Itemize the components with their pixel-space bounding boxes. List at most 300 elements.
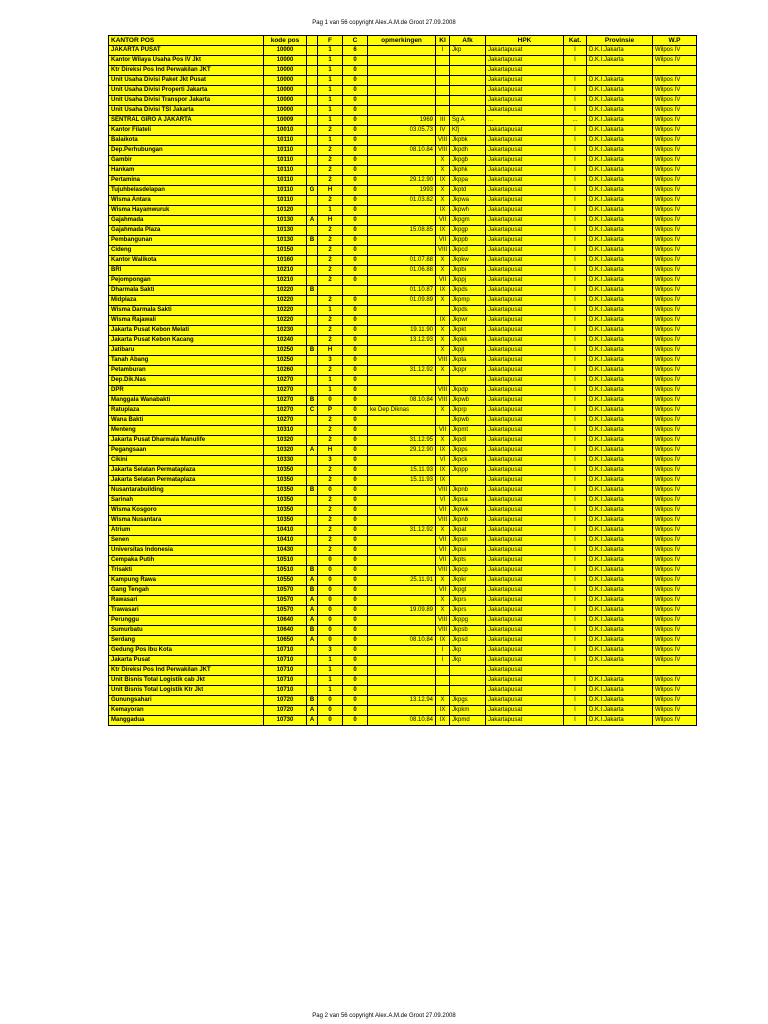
cell-group: B	[307, 396, 318, 406]
cell-provinsie: D.K.I.Jakarta	[587, 606, 653, 616]
cell-kantor-pos: Hankam	[109, 166, 264, 176]
cell-f: H	[318, 216, 343, 226]
cell-kl	[436, 76, 450, 86]
cell-provinsie: D.K.I.Jakarta	[587, 566, 653, 576]
cell-opmerkingen	[368, 496, 436, 506]
cell-kantor-pos: Jakarta Pusat Kebon Melati	[109, 326, 264, 336]
cell-afk: Jkppj	[450, 276, 486, 286]
cell-wp: Wilpos IV	[653, 616, 697, 626]
cell-c: 0	[343, 576, 368, 586]
cell-kode-pos: 10110	[264, 186, 307, 196]
cell-opmerkingen: 25.11.91	[368, 576, 436, 586]
cell-kat: I	[564, 576, 587, 586]
cell-provinsie: D.K.I.Jakarta	[587, 556, 653, 566]
cell-kat: I	[564, 486, 587, 496]
cell-afk: Jkpts	[450, 556, 486, 566]
cell-kl: IX	[436, 706, 450, 716]
cell-opmerkingen: 13.12.93	[368, 336, 436, 346]
cell-kantor-pos: Universitas Indonesia	[109, 546, 264, 556]
cell-kantor-pos: Jakarta Selatan Permataplaza	[109, 466, 264, 476]
col-header-opmerkingen: opmerkingen	[368, 36, 436, 46]
cell-opmerkingen: 01.07.88	[368, 256, 436, 266]
cell-kat: I	[564, 46, 587, 56]
cell-kat: I	[564, 526, 587, 536]
cell-kl: I	[436, 656, 450, 666]
cell-kantor-pos: Unit Usaha Divisi Paket Jkt Pusat	[109, 76, 264, 86]
table-row	[109, 246, 697, 256]
cell-opmerkingen: 1993	[368, 186, 436, 196]
cell-c: 0	[343, 196, 368, 206]
cell-kl: VIII	[436, 626, 450, 636]
cell-wp: Wilpos IV	[653, 436, 697, 446]
cell-kl: VII	[436, 216, 450, 226]
cell-kl	[436, 106, 450, 116]
cell-opmerkingen: 29.12.90	[368, 176, 436, 186]
col-header-f: F	[318, 36, 343, 46]
cell-kode-pos: 10000	[264, 66, 307, 76]
cell-hpk: Jakartapusat	[486, 286, 564, 296]
cell-kantor-pos: Wisma Darmala Sakti	[109, 306, 264, 316]
cell-kode-pos: 10430	[264, 546, 307, 556]
table-row	[109, 286, 697, 296]
cell-c: 0	[343, 356, 368, 366]
table-row	[109, 146, 697, 156]
cell-afk: Jkpwk	[450, 506, 486, 516]
cell-kat: I	[564, 226, 587, 236]
cell-afk: Jkppa	[450, 176, 486, 186]
cell-afk: Jkpmt	[450, 426, 486, 436]
cell-kantor-pos: Wisma Hayamwuruk	[109, 206, 264, 216]
col-header-afk: Afk	[450, 36, 486, 46]
cell-c: 0	[343, 276, 368, 286]
cell-kantor-pos: Ktr Direksi Pos Ind Perwakilan JKT	[109, 66, 264, 76]
cell-kantor-pos: Jakarta Pusat	[109, 656, 264, 666]
cell-c: 0	[343, 106, 368, 116]
cell-hpk: Jakartapusat	[486, 76, 564, 86]
cell-provinsie: D.K.I.Jakarta	[587, 536, 653, 546]
cell-c: 0	[343, 446, 368, 456]
cell-wp	[653, 66, 697, 76]
cell-hpk: Jakartapusat	[486, 106, 564, 116]
cell-kantor-pos: Rawasari	[109, 596, 264, 606]
cell-kl: IX	[436, 446, 450, 456]
cell-afk: Jkpmd	[450, 716, 486, 726]
cell-kl: IX	[436, 176, 450, 186]
cell-wp: Wilpos IV	[653, 636, 697, 646]
cell-kode-pos: 10000	[264, 46, 307, 56]
cell-f: 1	[318, 386, 343, 396]
cell-kat: I	[564, 216, 587, 226]
cell-kl: X	[436, 296, 450, 306]
cell-f: 1	[318, 686, 343, 696]
cell-provinsie: D.K.I.Jakarta	[587, 486, 653, 496]
cell-provinsie: D.K.I.Jakarta	[587, 616, 653, 626]
cell-hpk: Jakartapusat	[486, 366, 564, 376]
cell-kat: I	[564, 376, 587, 386]
cell-wp: Wilpos IV	[653, 106, 697, 116]
table-row	[109, 626, 697, 636]
cell-c: 0	[343, 336, 368, 346]
cell-kat: I	[564, 476, 587, 486]
cell-hpk: Jakartapusat	[486, 96, 564, 106]
cell-hpk: Jakartapusat	[486, 396, 564, 406]
cell-kode-pos: 10110	[264, 166, 307, 176]
cell-kantor-pos: Pertamina	[109, 176, 264, 186]
cell-f: P	[318, 406, 343, 416]
cell-kl	[436, 416, 450, 426]
cell-kl	[436, 666, 450, 676]
cell-wp: Wilpos IV	[653, 646, 697, 656]
cell-f: 3	[318, 356, 343, 366]
cell-group	[307, 466, 318, 476]
cell-hpk: Jakartapusat	[486, 716, 564, 726]
cell-c: 0	[343, 426, 368, 436]
cell-afk: Jkpgb	[450, 156, 486, 166]
cell-kode-pos: 10350	[264, 486, 307, 496]
cell-kantor-pos: Jakarta Selatan Permataplaza	[109, 476, 264, 486]
cell-c	[343, 286, 368, 296]
cell-kat: I	[564, 236, 587, 246]
cell-c: 0	[343, 66, 368, 76]
cell-kat: I	[564, 86, 587, 96]
cell-group	[307, 546, 318, 556]
cell-kantor-pos: Trawasari	[109, 606, 264, 616]
cell-kl: VII	[436, 506, 450, 516]
cell-kantor-pos: Unit Usaha Divisi TSI Jakarta	[109, 106, 264, 116]
cell-kode-pos: 10000	[264, 56, 307, 66]
cell-wp: Wilpos IV	[653, 336, 697, 346]
cell-group	[307, 686, 318, 696]
cell-afk	[450, 76, 486, 86]
cell-f: 1	[318, 656, 343, 666]
table-row	[109, 216, 697, 226]
cell-kat: I	[564, 546, 587, 556]
table-row	[109, 496, 697, 506]
cell-f: 3	[318, 646, 343, 656]
cell-hpk: Jakartapusat	[486, 576, 564, 586]
cell-wp: Wilpos IV	[653, 216, 697, 226]
cell-kat: I	[564, 276, 587, 286]
cell-afk: Jkpat	[450, 526, 486, 536]
cell-provinsie: D.K.I.Jakarta	[587, 226, 653, 236]
cell-kode-pos: 10320	[264, 436, 307, 446]
cell-provinsie: D.K.I.Jakarta	[587, 506, 653, 516]
table-row	[109, 346, 697, 356]
cell-group	[307, 66, 318, 76]
cell-opmerkingen	[368, 456, 436, 466]
cell-f: 0	[318, 576, 343, 586]
cell-hpk: Jakartapusat	[486, 66, 564, 76]
cell-provinsie: D.K.I.Jakarta	[587, 516, 653, 526]
cell-kantor-pos: Wisma Kosgoro	[109, 506, 264, 516]
cell-c: 0	[343, 76, 368, 86]
cell-opmerkingen: 08.10.84	[368, 146, 436, 156]
cell-c: 0	[343, 586, 368, 596]
cell-c: 0	[343, 316, 368, 326]
cell-hpk: Jakartapusat	[486, 446, 564, 456]
cell-c: 0	[343, 266, 368, 276]
cell-c: 0	[343, 526, 368, 536]
cell-kode-pos: 10570	[264, 596, 307, 606]
table-row	[109, 296, 697, 306]
cell-group: B	[307, 286, 318, 296]
cell-hpk: Jakartapusat	[486, 636, 564, 646]
cell-f: 2	[318, 466, 343, 476]
cell-hpk: Jakartapusat	[486, 616, 564, 626]
cell-c: 0	[343, 236, 368, 246]
cell-kode-pos: 10270	[264, 386, 307, 396]
cell-c: 0	[343, 606, 368, 616]
cell-provinsie: D.K.I.Jakarta	[587, 136, 653, 146]
cell-kantor-pos: Gedung Pos Ibu Kota	[109, 646, 264, 656]
cell-provinsie: D.K.I.Jakarta	[587, 416, 653, 426]
cell-kantor-pos: Kantor Filateli	[109, 126, 264, 136]
cell-kat: I	[564, 636, 587, 646]
cell-wp: Wilpos IV	[653, 586, 697, 596]
cell-wp: Wilpos IV	[653, 46, 697, 56]
cell-afk: Jkpbk	[450, 136, 486, 146]
cell-f: 0	[318, 616, 343, 626]
cell-kl: X	[436, 266, 450, 276]
cell-group: A	[307, 636, 318, 646]
cell-afk: Jkpdh	[450, 146, 486, 156]
cell-c: 0	[343, 376, 368, 386]
cell-group	[307, 676, 318, 686]
col-header-kat: Kat.	[564, 36, 587, 46]
cell-kantor-pos: Wisma Rajawali	[109, 316, 264, 326]
cell-group	[307, 326, 318, 336]
cell-group	[307, 436, 318, 446]
cell-kantor-pos: Manggala Wanabakti	[109, 396, 264, 406]
table-row	[109, 486, 697, 496]
cell-group	[307, 296, 318, 306]
cell-kat: I	[564, 356, 587, 366]
cell-f: 0	[318, 396, 343, 406]
cell-c: 0	[343, 146, 368, 156]
cell-group: A	[307, 576, 318, 586]
cell-opmerkingen	[368, 586, 436, 596]
cell-hpk: Jakartapusat	[486, 456, 564, 466]
cell-wp: Wilpos IV	[653, 706, 697, 716]
cell-kode-pos: 10230	[264, 326, 307, 336]
cell-afk: Jkp	[450, 646, 486, 656]
cell-opmerkingen: 01.09.89	[368, 296, 436, 306]
cell-opmerkingen: 08.10.84	[368, 716, 436, 726]
cell-c: 0	[343, 486, 368, 496]
cell-group	[307, 256, 318, 266]
cell-kode-pos: 10350	[264, 466, 307, 476]
cell-wp: Wilpos IV	[653, 326, 697, 336]
cell-kat: I	[564, 696, 587, 706]
table-row	[109, 386, 697, 396]
cell-f: 2	[318, 516, 343, 526]
cell-kode-pos: 10110	[264, 136, 307, 146]
cell-kat: I	[564, 606, 587, 616]
cell-opmerkingen	[368, 96, 436, 106]
cell-f: 2	[318, 156, 343, 166]
cell-opmerkingen: 31.12.95	[368, 436, 436, 446]
cell-c: 0	[343, 596, 368, 606]
cell-wp: Wilpos IV	[653, 396, 697, 406]
cell-provinsie: D.K.I.Jakarta	[587, 546, 653, 556]
cell-c: 0	[343, 386, 368, 396]
cell-provinsie: D.K.I.Jakarta	[587, 216, 653, 226]
cell-kl: X	[436, 186, 450, 196]
cell-kl: VII	[436, 276, 450, 286]
cell-opmerkingen	[368, 546, 436, 556]
cell-group: B	[307, 236, 318, 246]
cell-provinsie: D.K.I.Jakarta	[587, 176, 653, 186]
cell-group	[307, 366, 318, 376]
cell-c: 0	[343, 96, 368, 106]
cell-kl: VI	[436, 456, 450, 466]
cell-hpk: Jakartapusat	[486, 166, 564, 176]
cell-kode-pos: 10120	[264, 206, 307, 216]
cell-opmerkingen	[368, 666, 436, 676]
cell-c: 0	[343, 126, 368, 136]
cell-hpk: Jakartapusat	[486, 406, 564, 416]
cell-kat: I	[564, 256, 587, 266]
cell-kl: X	[436, 576, 450, 586]
cell-group	[307, 356, 318, 366]
table-row	[109, 576, 697, 586]
cell-afk: Jkpsa	[450, 496, 486, 506]
cell-kat: I	[564, 146, 587, 156]
cell-provinsie: D.K.I.Jakarta	[587, 86, 653, 96]
cell-provinsie: D.K.I.Jakarta	[587, 436, 653, 446]
cell-afk	[450, 106, 486, 116]
cell-f: 0	[318, 596, 343, 606]
cell-c: 0	[343, 456, 368, 466]
cell-kantor-pos: Perunggu	[109, 616, 264, 626]
cell-provinsie: D.K.I.Jakarta	[587, 656, 653, 666]
cell-kantor-pos: BRI	[109, 266, 264, 276]
col-header-wp: W.P	[653, 36, 697, 46]
table-row	[109, 376, 697, 386]
cell-kat: I	[564, 466, 587, 476]
cell-opmerkingen: 08.10.84	[368, 636, 436, 646]
cell-kat: I	[564, 516, 587, 526]
cell-c: 0	[343, 306, 368, 316]
cell-wp: Wilpos IV	[653, 546, 697, 556]
cell-c: 0	[343, 326, 368, 336]
cell-kl: VIII	[436, 516, 450, 526]
cell-opmerkingen	[368, 566, 436, 576]
cell-provinsie	[587, 666, 653, 676]
cell-hpk: Jakartapusat	[486, 206, 564, 216]
cell-kantor-pos: Cideng	[109, 246, 264, 256]
cell-afk: Jkpnb	[450, 516, 486, 526]
cell-kantor-pos: Cempaka Putih	[109, 556, 264, 566]
cell-opmerkingen	[368, 346, 436, 356]
cell-wp: Wilpos IV	[653, 296, 697, 306]
cell-kode-pos: 10150	[264, 246, 307, 256]
cell-provinsie: D.K.I.Jakarta	[587, 596, 653, 606]
cell-kantor-pos: Ratuplaza	[109, 406, 264, 416]
cell-group: B	[307, 586, 318, 596]
cell-kantor-pos: Nusantarabuilding	[109, 486, 264, 496]
cell-kl: X	[436, 256, 450, 266]
cell-group	[307, 526, 318, 536]
table-row	[109, 406, 697, 416]
cell-afk: Jkpkw	[450, 256, 486, 266]
cell-kl: VII	[436, 536, 450, 546]
cell-provinsie: D.K.I.Jakarta	[587, 456, 653, 466]
cell-group	[307, 656, 318, 666]
cell-wp: Wilpos IV	[653, 176, 697, 186]
table-row	[109, 356, 697, 366]
cell-wp: Wilpos IV	[653, 376, 697, 386]
cell-kode-pos: 10510	[264, 556, 307, 566]
cell-kl: IX	[436, 226, 450, 236]
cell-hpk: Jakartapusat	[486, 196, 564, 206]
table-row	[109, 226, 697, 236]
cell-c: 0	[343, 706, 368, 716]
cell-group	[307, 316, 318, 326]
cell-kl: III	[436, 116, 450, 126]
cell-hpk: Jakartapusat	[486, 176, 564, 186]
cell-f: 2	[318, 316, 343, 326]
table-row	[109, 456, 697, 466]
cell-kl: X	[436, 336, 450, 346]
cell-kode-pos: 10110	[264, 176, 307, 186]
cell-kat: ...	[564, 116, 587, 126]
cell-kl: X	[436, 696, 450, 706]
cell-wp: Wilpos IV	[653, 306, 697, 316]
cell-f: 0	[318, 706, 343, 716]
cell-kantor-pos: Petamburan	[109, 366, 264, 376]
cell-hpk: Jakartapusat	[486, 646, 564, 656]
page-header: Pag 1 van 56 copyright Alex.A.M.de Groot 27.09.2008	[312, 20, 456, 26]
cell-group	[307, 496, 318, 506]
cell-kode-pos: 10710	[264, 666, 307, 676]
cell-afk: Jkpgt	[450, 586, 486, 596]
cell-group	[307, 516, 318, 526]
cell-hpk: Jakartapusat	[486, 216, 564, 226]
cell-wp: Wilpos IV	[653, 496, 697, 506]
cell-opmerkingen	[368, 616, 436, 626]
cell-kl: IX	[436, 206, 450, 216]
cell-kl: X	[436, 326, 450, 336]
cell-hpk: Jakartapusat	[486, 626, 564, 636]
cell-group	[307, 426, 318, 436]
cell-kantor-pos: Tanah Abang	[109, 356, 264, 366]
cell-f	[318, 286, 343, 296]
cell-kode-pos: 10410	[264, 526, 307, 536]
cell-provinsie: D.K.I.Jakarta	[587, 126, 653, 136]
cell-opmerkingen: 01.10.87	[368, 286, 436, 296]
cell-afk: Jkpwa	[450, 196, 486, 206]
cell-wp: Wilpos IV	[653, 416, 697, 426]
cell-kl: IX	[436, 286, 450, 296]
cell-kat: I	[564, 426, 587, 436]
cell-hpk: Jakartapusat	[486, 596, 564, 606]
cell-kantor-pos: Kemayoran	[109, 706, 264, 716]
cell-afk: Jkpwb	[450, 396, 486, 406]
cell-c: 0	[343, 256, 368, 266]
cell-kantor-pos: Atrium	[109, 526, 264, 536]
cell-wp: Wilpos IV	[653, 56, 697, 66]
table-row	[109, 516, 697, 526]
cell-group	[307, 166, 318, 176]
cell-group: A	[307, 596, 318, 606]
cell-group	[307, 336, 318, 346]
table-row	[109, 466, 697, 476]
cell-hpk: Jakartapusat	[486, 516, 564, 526]
cell-afk: Jkpsn	[450, 536, 486, 546]
cell-kantor-pos: Dharmala Sakti	[109, 286, 264, 296]
cell-wp: Wilpos IV	[653, 606, 697, 616]
